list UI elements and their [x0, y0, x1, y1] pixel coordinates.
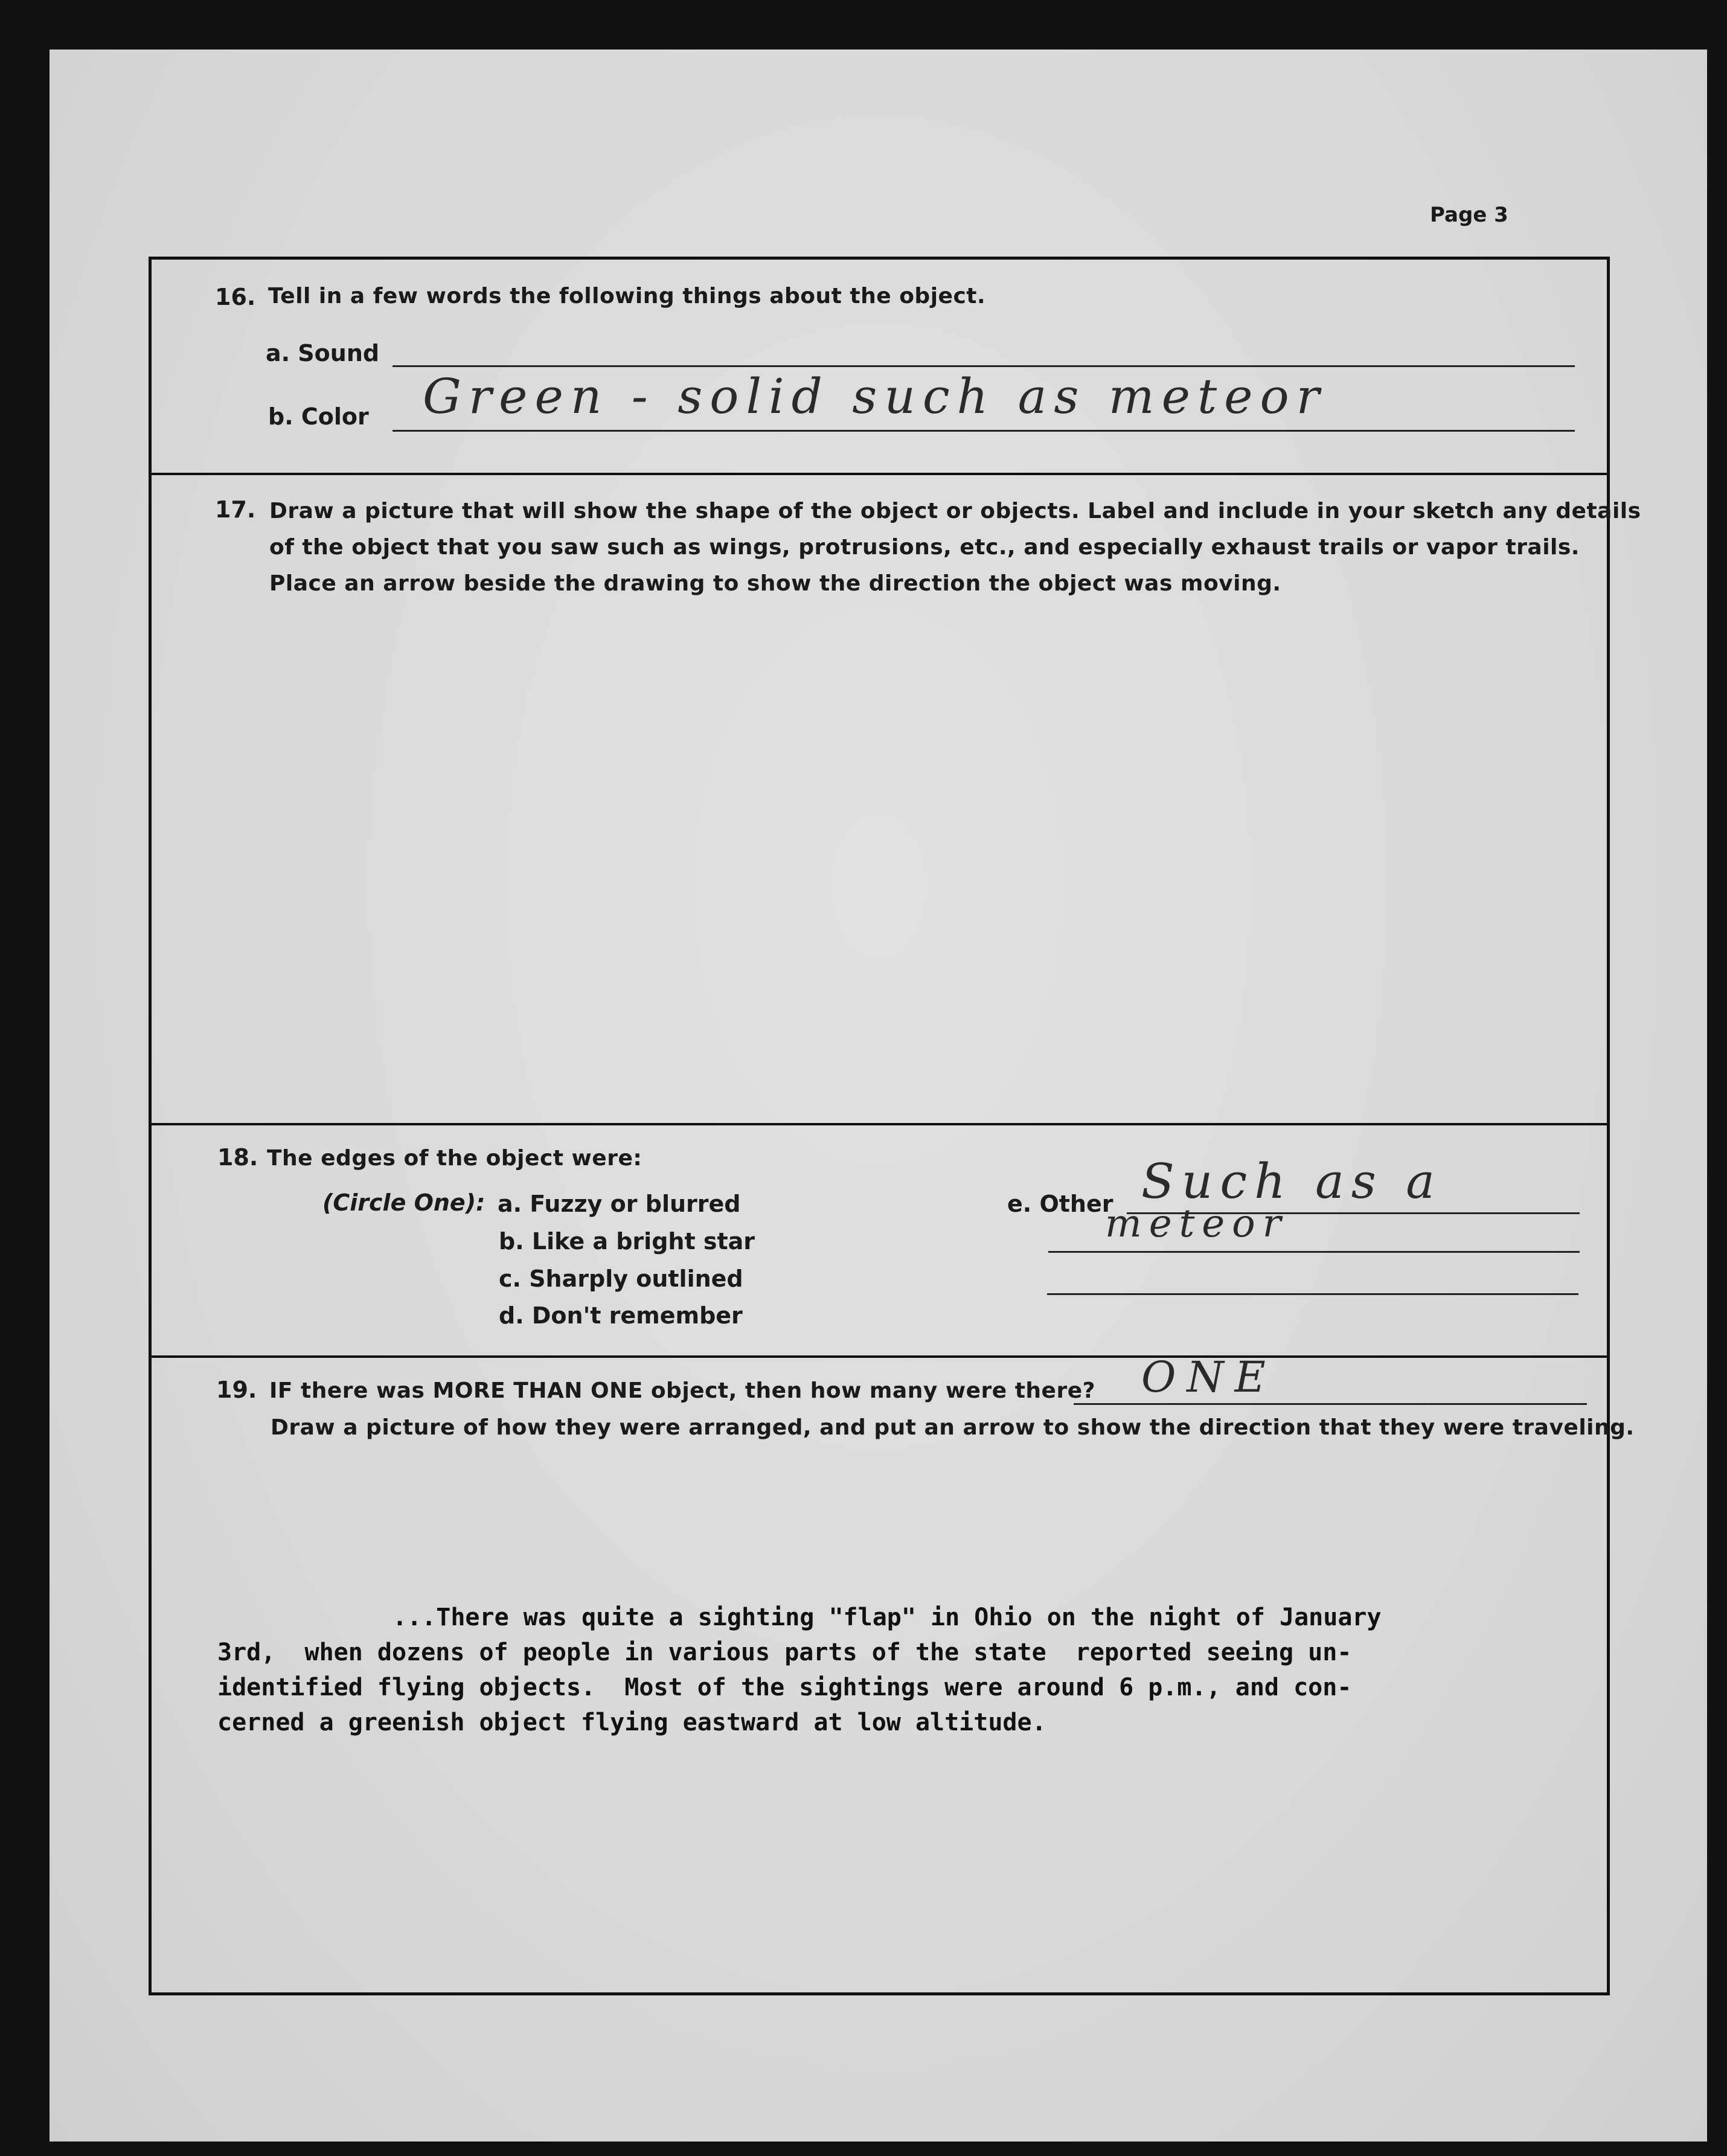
- sound-answer-line: [392, 365, 1575, 367]
- other-answer-line-3: [1047, 1293, 1578, 1295]
- edge-other-label: e. Other: [1007, 1191, 1113, 1217]
- other-answer-handwritten-1: Such as a: [1141, 1153, 1442, 1209]
- newspaper-clipping: [217, 1600, 1504, 1739]
- clipping-line-3: identified flying objects. Most of the sightings were around 6 p.m., and con-: [217, 1674, 1352, 1701]
- page-number: Page 3: [1430, 203, 1508, 227]
- edge-option-a: a. Fuzzy or blurred: [498, 1191, 741, 1217]
- circle-one-label: (Circle One):: [322, 1189, 485, 1216]
- edge-option-b: b. Like a bright star: [499, 1228, 755, 1255]
- question-17-number: 17.: [215, 496, 256, 523]
- object-count-handwritten: ONE: [1141, 1352, 1277, 1402]
- object-count-line: [1074, 1403, 1587, 1405]
- clipping-line-2: 3rd, when dozens of people in various parts of the state reported seeing un-: [217, 1639, 1352, 1666]
- edge-option-d: d. Don't remember: [499, 1302, 743, 1329]
- clipping-line-4: cerned a greenish object flying eastward at low altitude.: [217, 1709, 1046, 1736]
- question-18-number: 18.: [217, 1144, 258, 1171]
- section-divider-17-18: [149, 1123, 1610, 1125]
- sketch-area: [181, 610, 1582, 1111]
- edge-option-c: c. Sharply outlined: [499, 1265, 743, 1292]
- section-divider-18-19: [149, 1355, 1610, 1358]
- question-16-number: 16.: [215, 284, 256, 310]
- color-answer-handwritten: Green - solid such as meteor: [423, 368, 1327, 424]
- question-19-line2: Draw a picture of how they were arranged, and put an arrow to show the direction that they were traveling.: [271, 1415, 1635, 1440]
- question-17-line1: Draw a picture that will show the shape of the object or objects. Label and include in your sketch any details: [269, 499, 1641, 523]
- section-divider-16-17: [149, 473, 1610, 475]
- clipping-line-1: ...There was quite a sighting "flap" in Ohio on the night of January: [392, 1604, 1382, 1631]
- question-17-line2: of the object that you saw such as wings, protrusions, etc., and especially exhaust trails or vapor trails.: [269, 535, 1580, 560]
- question-18-prompt: The edges of the object were:: [267, 1146, 642, 1171]
- color-label: b. Color: [268, 403, 369, 430]
- question-16-prompt: Tell in a few words the following things about the object.: [268, 284, 986, 309]
- question-17-line3: Place an arrow beside the drawing to show the direction the object was moving.: [269, 571, 1281, 596]
- question-19-prompt: IF there was MORE THAN ONE object, then how many were there?: [269, 1378, 1096, 1403]
- other-answer-line-2: [1048, 1251, 1580, 1253]
- other-answer-handwritten-2: meteor: [1105, 1201, 1289, 1246]
- question-19-number: 19.: [216, 1377, 257, 1403]
- color-answer-line: [392, 430, 1575, 432]
- sound-label: a. Sound: [266, 340, 380, 366]
